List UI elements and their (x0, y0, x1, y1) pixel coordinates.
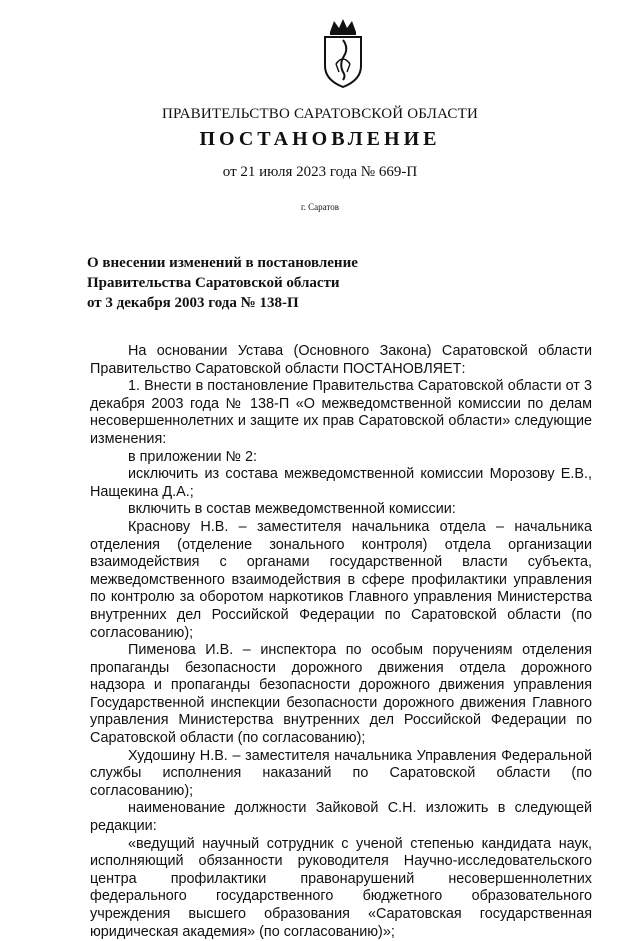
subject-line: О внесении изменений в постановление (87, 255, 358, 271)
paragraph-basis: На основании Устава (Основного Закона) Саратовской области Правительство Саратовской области ПОСТАНОВЛЯЕТ: (90, 343, 592, 377)
paragraph-member-khudoshina: Худошину Н.В. – заместителя начальника Управления Федеральной службы исполнения наказаний по Саратовской области (по согласованию); (90, 747, 592, 799)
decree-subject (87, 253, 358, 313)
paragraph-member-krasnova: Краснову Н.В. – заместителя начальника отдела – начальника отделения (отделение зонального контроля) отдела организации взаимодействия с органами государственной власти субъекта, межведомственного взаимодействия в сфере профилактики управления по контролю за оборотом наркотиков Главного управления Министерства внутренних дел Российской Федерации по Саратовской области (по согласованию); (90, 518, 592, 641)
paragraph-item-1: 1. Внести в постановление Правительства Саратовской области от 3 декабря 2003 года № 138-П «О межведомственной комиссии по делам несовершеннолетних и защите их прав Саратовской области» следующие изменения: (90, 378, 592, 447)
government-name: ПРАВИТЕЛЬСТВО САРАТОВСКОЙ ОБЛАСТИ (161, 106, 479, 122)
paragraph-position-change: наименование должности Зайковой С.Н. изложить в следующей редакции: (90, 800, 592, 835)
city-label: г. Саратов (301, 202, 339, 212)
document-type: ПОСТАНОВЛЕНИЕ (199, 128, 441, 150)
decree-date-number: от 21 июля 2023 года № 669-П (222, 164, 418, 180)
paragraph-appendix: в приложении № 2: (128, 448, 257, 465)
paragraph-position-text: «ведущий научный сотрудник с ученой степенью кандидата наук, исполняющий обязанности руководителя Научно-исследовательского центра профилактики правонарушений несовершеннолетних федерального государственного бюджетного образовательного учреждения высшего образования «Саратовская государственная юридическая академия» (по согласованию)»; (90, 835, 592, 940)
paragraph-exclude: исключить из состава межведомственной комиссии Морозову Е.В., Нащекина Д.А.; (90, 466, 592, 500)
paragraph-member-pimenov: Пименова И.В. – инспектора по особым поручениям отделения пропаганды безопасности дорожного движения отдела дорожного надзора и пропаганды безопасности дорожного движения управления Государственной инспекции безопасности дорожного движения Главного управления Министерства внутренних дел Российской Федерации по Саратовской области (по согласованию); (90, 642, 592, 747)
subject-line: Правительства Саратовской области (87, 275, 340, 291)
paragraph-include: включить в состав межведомственной комиссии: (128, 501, 456, 518)
subject-line: от 3 декабря 2003 года № 138-П (87, 295, 299, 311)
decree-body (90, 343, 592, 941)
coat-of-arms-emblem (322, 18, 364, 88)
